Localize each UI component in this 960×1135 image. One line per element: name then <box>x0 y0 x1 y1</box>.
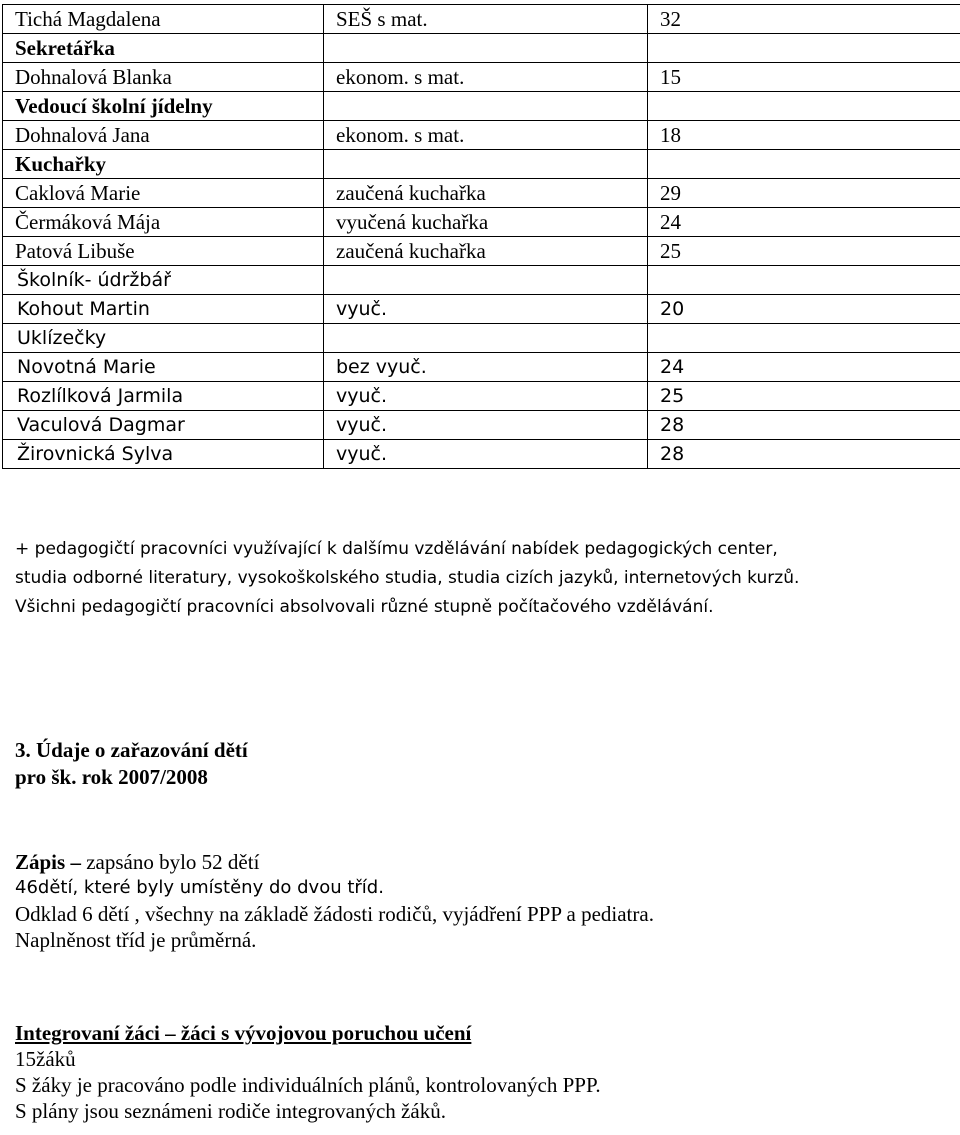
staff-name: Kohout Martin <box>3 295 324 324</box>
staff-qualification: vyuč. <box>324 411 648 440</box>
staff-qualification: vyučená kuchařka <box>324 208 648 237</box>
integrated-heading: Integrovaní žáci – žáci s vývojovou poruchou učení <box>15 1021 472 1045</box>
staff-name: Dohnalová Blanka <box>3 63 324 92</box>
table-row <box>3 208 960 237</box>
table-section-row <box>3 266 960 295</box>
staff-name: Vaculová Dagmar <box>3 411 324 440</box>
section-label: Vedoucí školní jídelny <box>3 92 324 121</box>
staff-name: Tichá Magdalena <box>3 5 324 34</box>
staff-name: Caklová Marie <box>3 179 324 208</box>
staff-qualification: vyuč. <box>324 295 648 324</box>
enrollment-line: 46dětí, které byly umístěny do dvou tříd. <box>15 877 384 898</box>
staff-table <box>2 4 960 469</box>
staff-years: 24 <box>648 208 960 237</box>
enrollment-label: Zápis <box>15 850 66 874</box>
staff-years: 28 <box>648 411 960 440</box>
table-row <box>3 237 960 266</box>
staff-years: 24 <box>648 353 960 382</box>
staff-qualification: zaučená kuchařka <box>324 179 648 208</box>
note-line: Všichni pedagogičtí pracovníci absolvovali různé stupně počítačového vzdělávání. <box>15 597 714 617</box>
table-row <box>3 440 960 469</box>
staff-years: 32 <box>648 5 960 34</box>
integrated-count: 15žáků <box>15 1047 76 1071</box>
staff-qualification: vyuč. <box>324 440 648 469</box>
table-row <box>3 121 960 150</box>
staff-years: 15 <box>648 63 960 92</box>
enrollment-block <box>15 849 950 953</box>
staff-qualification: ekonom. s mat. <box>324 63 648 92</box>
staff-years: 20 <box>648 295 960 324</box>
table-row <box>3 382 960 411</box>
staff-qualification: bez vyuč. <box>324 353 648 382</box>
section-label: Sekretářka <box>3 34 324 63</box>
section-label: Kuchařky <box>3 150 324 179</box>
section-3-subtitle: pro šk. rok 2007/2008 <box>15 765 208 789</box>
staff-qualification: vyuč. <box>324 382 648 411</box>
staff-years: 18 <box>648 121 960 150</box>
section-3-heading <box>15 737 950 791</box>
staff-name: Patová Libuše <box>3 237 324 266</box>
integrated-line: S žáky je pracováno podle individuálních plánů, kontrolovaných PPP. <box>15 1073 601 1097</box>
enrollment-dash: – <box>65 850 87 874</box>
integrated-pupils-block <box>15 1020 950 1124</box>
note-line: studia odborné literatury, vysokoškolského studia, studia cizích jazyků, internetových kurzů. <box>15 568 800 588</box>
staff-years: 28 <box>648 440 960 469</box>
staff-qualification: zaučená kuchařka <box>324 237 648 266</box>
pedagogical-note <box>15 535 950 622</box>
table-row <box>3 63 960 92</box>
section-label: Školník- údržbář <box>3 266 324 295</box>
table-row <box>3 179 960 208</box>
staff-name: Čermáková Mája <box>3 208 324 237</box>
table-section-row <box>3 92 960 121</box>
staff-years: 25 <box>648 237 960 266</box>
section-3-title: 3. Údaje o zařazování dětí <box>15 738 248 762</box>
staff-years: 25 <box>648 382 960 411</box>
staff-name: Žirovnická Sylva <box>3 440 324 469</box>
enrollment-text: zapsáno bylo 52 dětí <box>86 850 260 874</box>
table-section-row <box>3 324 960 353</box>
staff-name: Rozlílková Jarmila <box>3 382 324 411</box>
table-row <box>3 5 960 34</box>
table-section-row <box>3 150 960 179</box>
staff-qualification: SEŠ s mat. <box>324 5 648 34</box>
staff-years: 29 <box>648 179 960 208</box>
integrated-line: S plány jsou seznámeni rodiče integrovaných žáků. <box>15 1099 446 1123</box>
enrollment-line: Naplněnost tříd je průměrná. <box>15 928 257 952</box>
enrollment-heading <box>15 849 950 875</box>
section-label: Uklízečky <box>3 324 324 353</box>
table-row <box>3 353 960 382</box>
table-row <box>3 411 960 440</box>
enrollment-line: Odklad 6 dětí , všechny na základě žádosti rodičů, vyjádření PPP a pediatra. <box>15 902 654 926</box>
staff-qualification: ekonom. s mat. <box>324 121 648 150</box>
staff-name: Novotná Marie <box>3 353 324 382</box>
note-line: + pedagogičtí pracovníci využívající k dalšímu vzdělávání nabídek pedagogických center, <box>15 539 778 559</box>
staff-name: Dohnalová Jana <box>3 121 324 150</box>
table-section-row <box>3 34 960 63</box>
table-row <box>3 295 960 324</box>
